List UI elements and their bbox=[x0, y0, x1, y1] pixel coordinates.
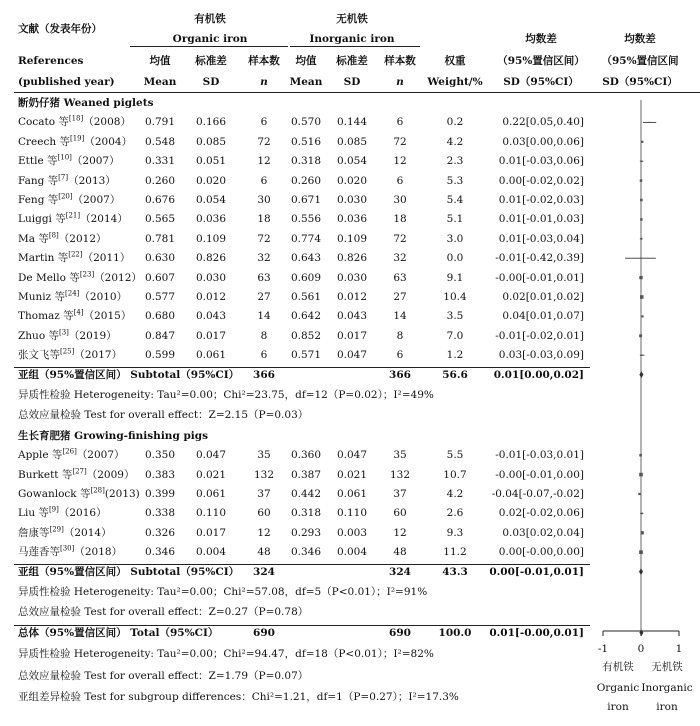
study-ref: [24] bbox=[65, 289, 80, 298]
organic-sd: 0.030 bbox=[195, 271, 227, 284]
organic-sd: 0.004 bbox=[195, 546, 227, 559]
study-year: （2013） bbox=[68, 174, 116, 187]
organic-mean: 0.565 bbox=[144, 213, 176, 226]
header-sd2-en: SD bbox=[343, 76, 361, 88]
subtotal-label: 亚组（95%置信区间） Subtotal（95%CI） bbox=[18, 368, 240, 381]
study-year: （2008） bbox=[83, 116, 131, 129]
header-study-en: References bbox=[18, 55, 84, 67]
study-year: （2012） bbox=[94, 271, 142, 284]
study-year: （2015） bbox=[83, 310, 132, 323]
mean-difference-ci: 0.01[-0.02,0.03] bbox=[498, 194, 584, 206]
inorganic-sd: 0.110 bbox=[336, 507, 368, 520]
effect-point bbox=[640, 218, 642, 220]
axis-tick-label: 1 bbox=[675, 643, 683, 655]
header-n2-cn: 样本数 bbox=[384, 55, 416, 67]
weight: 5.3 bbox=[446, 174, 464, 187]
study-ref: [19] bbox=[69, 134, 85, 143]
header-sd1-cn: 标准差 bbox=[195, 55, 227, 67]
header-sd2-cn: 标准差 bbox=[336, 55, 368, 67]
study-author: Liu 等 bbox=[18, 507, 49, 520]
organic-sd: 0.012 bbox=[195, 291, 227, 303]
effect-point bbox=[640, 258, 641, 259]
study-year: （2016） bbox=[58, 507, 107, 520]
header-plot-cn: 均数差 bbox=[624, 33, 656, 45]
organic-mean: 0.630 bbox=[144, 252, 176, 265]
mean-difference-ci: 0.00[-0.00,0.00] bbox=[498, 546, 584, 559]
organic-sd: 0.826 bbox=[195, 252, 227, 265]
total-heterogeneity-test: 异质性检验 Heterogeneity: Tau²=0.00；Chi²=94.47，df=18（P<0.01）；I²=82% bbox=[18, 648, 434, 661]
study-ref: [3] bbox=[58, 328, 69, 337]
organic-n: 18 bbox=[257, 213, 271, 226]
organic-n: 12 bbox=[257, 526, 271, 539]
organic-mean: 0.599 bbox=[144, 349, 176, 362]
weight: 2.3 bbox=[446, 155, 464, 168]
total-ci: 0.01[-0.00,0.01] bbox=[489, 626, 584, 639]
summary-diamond bbox=[639, 629, 643, 636]
weight: 9.1 bbox=[446, 271, 464, 284]
inorganic-n: 8 bbox=[396, 329, 404, 342]
organic-mean: 0.326 bbox=[144, 526, 176, 539]
weight: 1.2 bbox=[446, 349, 464, 362]
study-ref: [28] bbox=[90, 486, 105, 495]
organic-mean: 0.260 bbox=[144, 174, 176, 187]
study-author: Feng 等 bbox=[18, 194, 59, 206]
subgroup-difference-test: 亚组差异检验 Test for subgroup differences：Chi²=1.21，df=1（P=0.27）；I²=17.3% bbox=[18, 691, 459, 703]
study-year: （2007） bbox=[72, 194, 121, 206]
effect-point bbox=[639, 454, 642, 457]
study-ref: [20] bbox=[58, 192, 73, 201]
organic-mean: 0.781 bbox=[144, 232, 176, 245]
study-ref: [23] bbox=[79, 270, 95, 279]
organic-n: 8 bbox=[260, 329, 268, 342]
inorganic-mean: 0.387 bbox=[290, 468, 322, 481]
weight: 4.2 bbox=[446, 488, 464, 500]
inorganic-mean: 0.318 bbox=[290, 155, 322, 168]
inorganic-mean: 0.609 bbox=[290, 271, 322, 284]
organic-mean: 0.338 bbox=[144, 507, 176, 520]
organic-mean: 0.607 bbox=[144, 271, 176, 284]
inorganic-mean: 0.571 bbox=[290, 349, 322, 362]
inorganic-mean: 0.570 bbox=[290, 116, 322, 129]
overall-effect-test: 总效应量检验 Test for overall effect：Z=0.27（P=0.78） bbox=[18, 606, 309, 619]
total-weight: 100.0 bbox=[438, 626, 472, 639]
heterogeneity-test: 异质性检验 Heterogeneity: Tau²=0.00；Chi²=57.08，df=5（P<0.01）；I²=91% bbox=[18, 586, 428, 598]
organic-n: 32 bbox=[257, 252, 271, 265]
inorganic-sd: 0.826 bbox=[336, 252, 368, 265]
mean-difference-ci: 0.02[0.01,0.02] bbox=[502, 291, 584, 303]
weight: 7.0 bbox=[446, 329, 464, 342]
weight: 9.3 bbox=[446, 526, 464, 539]
study-author: Zhuo 等 bbox=[18, 329, 59, 342]
header-weight-cn: 权重 bbox=[444, 55, 466, 67]
inorganic-mean: 0.671 bbox=[290, 194, 322, 206]
organic-sd: 0.109 bbox=[195, 232, 227, 245]
inorganic-sd: 0.004 bbox=[336, 546, 368, 559]
inorganic-mean: 0.346 bbox=[290, 546, 322, 559]
study-ref: [26] bbox=[62, 447, 77, 456]
organic-mean: 0.847 bbox=[144, 329, 176, 342]
organic-mean: 0.680 bbox=[144, 310, 176, 323]
header-plot-en: SD（95%CI） bbox=[602, 76, 678, 88]
organic-mean: 0.331 bbox=[144, 155, 176, 168]
mean-difference-ci: -0.01[-0.03,0.01] bbox=[495, 449, 584, 462]
study-author: Burkett 等 bbox=[18, 468, 73, 481]
study-ref: [30] bbox=[60, 544, 75, 553]
mean-difference-ci: 0.03[0.02,0.04] bbox=[502, 526, 584, 539]
inorganic-n: 63 bbox=[393, 271, 407, 284]
effect-point bbox=[640, 238, 642, 240]
inorganic-sd: 0.085 bbox=[336, 135, 368, 148]
study-author: 马莲香等 bbox=[18, 546, 60, 559]
mean-difference-ci: 0.03[-0.03,0.09] bbox=[498, 349, 584, 362]
header-inorganic-cn: 无机铁 bbox=[336, 13, 368, 25]
effect-point bbox=[639, 550, 643, 554]
organic-mean: 0.350 bbox=[144, 449, 176, 462]
total-n1: 690 bbox=[253, 626, 275, 639]
effect-point bbox=[640, 199, 643, 202]
weight: 10.4 bbox=[443, 291, 467, 303]
organic-sd: 0.021 bbox=[195, 468, 227, 481]
effect-point bbox=[640, 531, 643, 534]
study-year: （2014） bbox=[80, 213, 128, 226]
study-year: （2007） bbox=[76, 449, 125, 462]
subtotal-ci: 0.01[0.00,0.02] bbox=[493, 368, 584, 381]
header-mean1-cn: 均值 bbox=[149, 55, 171, 67]
study-author: Fang 等 bbox=[18, 174, 59, 187]
inorganic-sd: 0.036 bbox=[336, 213, 368, 226]
inorganic-n: 14 bbox=[393, 310, 407, 323]
organic-n: 30 bbox=[257, 194, 271, 206]
organic-n: 14 bbox=[257, 310, 271, 323]
inorganic-n: 6 bbox=[396, 174, 404, 187]
organic-sd: 0.110 bbox=[195, 507, 227, 520]
header-plot-ci-cn: （95%置信区间 bbox=[601, 55, 679, 67]
subtotal-n1: 324 bbox=[253, 565, 275, 578]
inorganic-n: 35 bbox=[393, 449, 407, 462]
study-ref: [27] bbox=[72, 467, 87, 476]
heterogeneity-test: 异质性检验 Heterogeneity: Tau²=0.00；Chi²=23.75，df=12（P=0.02）；I²=49% bbox=[18, 389, 434, 401]
organic-n: 6 bbox=[260, 116, 268, 129]
inorganic-n: 12 bbox=[393, 526, 407, 539]
inorganic-n: 48 bbox=[393, 546, 407, 559]
study-author: 詹康等 bbox=[18, 526, 50, 539]
inorganic-sd: 0.003 bbox=[336, 526, 368, 539]
subtotal-ci: 0.00[-0.01,0.01] bbox=[489, 565, 584, 578]
study-author: Gowanlock 等 bbox=[18, 488, 91, 500]
mean-difference-ci: 0.03[0.00,0.06] bbox=[502, 135, 584, 148]
organic-mean: 0.548 bbox=[144, 135, 176, 148]
mean-difference-ci: -0.04[-0.07,-0.02] bbox=[491, 488, 584, 500]
study-author: Ettle 等 bbox=[18, 155, 58, 168]
study-ref: [21] bbox=[65, 211, 81, 220]
inorganic-sd: 0.109 bbox=[336, 232, 368, 245]
organic-n: 132 bbox=[253, 468, 275, 481]
inorganic-mean: 0.318 bbox=[290, 507, 322, 520]
study-author: Apple 等 bbox=[18, 449, 63, 462]
organic-n: 27 bbox=[257, 291, 271, 303]
header-study-cn: 文献（发表年份） bbox=[18, 23, 102, 35]
organic-n: 72 bbox=[257, 135, 271, 148]
subtotal-n1: 366 bbox=[253, 368, 275, 381]
study-author: 张文飞等 bbox=[18, 349, 60, 362]
organic-mean: 0.346 bbox=[144, 546, 176, 559]
study-ref: [18] bbox=[68, 114, 84, 123]
inorganic-mean: 0.360 bbox=[290, 449, 322, 462]
organic-n: 63 bbox=[257, 271, 271, 284]
mean-difference-ci: 0.01[-0.01,0.03] bbox=[498, 213, 584, 226]
effect-point bbox=[640, 179, 643, 182]
summary-diamond bbox=[639, 568, 643, 575]
inorganic-n: 6 bbox=[396, 349, 404, 362]
header-organic-cn: 有机铁 bbox=[194, 13, 226, 25]
weight: 3.5 bbox=[446, 310, 464, 323]
study-year: （2018） bbox=[74, 546, 123, 559]
header-sd1-en: SD bbox=[202, 76, 220, 88]
summary-diamond bbox=[639, 371, 643, 378]
inorganic-sd: 0.012 bbox=[336, 291, 368, 303]
inorganic-mean: 0.774 bbox=[290, 232, 322, 245]
effect-point bbox=[639, 473, 643, 477]
study-ref: [22] bbox=[68, 250, 83, 259]
subtotal-n2: 324 bbox=[389, 565, 411, 578]
study-year: （2009） bbox=[86, 468, 135, 481]
mean-difference-ci: 0.01[-0.03,0.06] bbox=[498, 155, 584, 168]
header-n2-en: n bbox=[396, 76, 404, 88]
study-author: Thomaz 等 bbox=[18, 310, 74, 323]
study-ref: [8] bbox=[48, 231, 59, 240]
effect-point bbox=[641, 513, 643, 515]
axis-tick-label: -1 bbox=[597, 643, 609, 655]
inorganic-mean: 0.516 bbox=[290, 135, 322, 148]
organic-sd: 0.054 bbox=[195, 194, 227, 206]
study-year: (2013) bbox=[104, 488, 140, 500]
organic-n: 72 bbox=[257, 232, 271, 245]
study-year: （2012） bbox=[58, 232, 107, 245]
header-md-cn: 均数差 bbox=[525, 33, 557, 45]
overall-effect-test: 总效应量检验 Test for overall effect：Z=2.15（P=0.03） bbox=[18, 409, 309, 422]
total-label: 总体（95%置信区间） Total（95%CI） bbox=[18, 626, 219, 639]
organic-sd: 0.017 bbox=[195, 329, 227, 342]
weight: 11.2 bbox=[443, 546, 467, 559]
study-ref: [10] bbox=[57, 153, 72, 162]
organic-n: 37 bbox=[257, 488, 271, 500]
inorganic-mean: 0.293 bbox=[290, 526, 322, 539]
organic-n: 60 bbox=[257, 507, 271, 520]
subtotal-weight: 56.6 bbox=[442, 368, 468, 381]
weight: 10.7 bbox=[443, 468, 467, 481]
organic-n: 6 bbox=[260, 174, 268, 187]
organic-sd: 0.047 bbox=[195, 449, 227, 462]
study-year: （2017） bbox=[74, 349, 123, 362]
study-author: Cocato 等 bbox=[18, 116, 69, 129]
mean-difference-ci: -0.00[-0.01,0.00] bbox=[495, 468, 584, 481]
inorganic-sd: 0.030 bbox=[336, 271, 368, 284]
weight: 0.0 bbox=[446, 252, 464, 265]
study-author: De Mello 等 bbox=[18, 271, 80, 284]
header-weight-en: Weight/% bbox=[427, 76, 483, 88]
weight: 5.5 bbox=[446, 449, 464, 462]
study-ref: [4] bbox=[73, 308, 84, 317]
study-year: （2011） bbox=[82, 252, 131, 265]
organic-sd: 0.036 bbox=[195, 213, 227, 226]
total-overall-effect-test: 总效应量检验 Test for overall effect：Z=1.79（P=0.07） bbox=[18, 669, 309, 682]
weight: 2.6 bbox=[446, 507, 464, 520]
mean-difference-ci: 0.22[0.05,0.40] bbox=[502, 116, 584, 129]
inorganic-n: 32 bbox=[393, 252, 407, 265]
effect-point bbox=[641, 315, 643, 317]
inorganic-sd: 0.043 bbox=[336, 310, 368, 323]
inorganic-n: 30 bbox=[393, 194, 407, 206]
organic-n: 6 bbox=[260, 349, 268, 362]
inorganic-mean: 0.556 bbox=[290, 213, 322, 226]
header-n1-cn: 样本数 bbox=[248, 55, 280, 67]
axis-tick-label: 0 bbox=[637, 643, 645, 655]
axis-right-en2: iron bbox=[656, 701, 678, 713]
organic-sd: 0.061 bbox=[195, 349, 227, 362]
header-mean2-en: Mean bbox=[289, 76, 323, 88]
mean-difference-ci: 0.00[-0.02,0.02] bbox=[498, 174, 584, 187]
inorganic-n: 18 bbox=[393, 213, 407, 226]
organic-sd: 0.061 bbox=[195, 488, 227, 500]
effect-point bbox=[642, 355, 643, 356]
study-year: （2010） bbox=[79, 291, 128, 303]
mean-difference-ci: 0.01[-0.03,0.04] bbox=[498, 232, 584, 245]
axis-left-en1: Organic bbox=[596, 682, 640, 694]
mean-difference-ci: -0.01[-0.02,0.01] bbox=[495, 329, 584, 342]
study-author: Creech 等 bbox=[18, 135, 70, 148]
mean-difference-ci: 0.02[-0.02,0.06] bbox=[498, 507, 584, 520]
study-ref: [29] bbox=[49, 525, 64, 534]
inorganic-sd: 0.054 bbox=[336, 155, 368, 168]
header-organic-en: Organic iron bbox=[172, 33, 248, 45]
organic-mean: 0.383 bbox=[144, 468, 176, 481]
axis-left-cn: 有机铁 bbox=[602, 661, 634, 673]
organic-sd: 0.051 bbox=[195, 155, 227, 168]
effect-point bbox=[649, 122, 650, 123]
inorganic-sd: 0.144 bbox=[336, 116, 368, 129]
organic-mean: 0.577 bbox=[144, 291, 176, 303]
study-ref: [25] bbox=[60, 347, 75, 356]
header-md-ci-cn: （95%置信区间） bbox=[497, 55, 585, 67]
axis-right-cn: 无机铁 bbox=[651, 661, 683, 673]
inorganic-mean: 0.561 bbox=[290, 291, 322, 303]
subtotal-n2: 366 bbox=[389, 368, 411, 381]
study-year: （2004） bbox=[84, 135, 133, 148]
inorganic-mean: 0.852 bbox=[290, 329, 322, 342]
organic-n: 35 bbox=[257, 449, 271, 462]
header-study-en2: (published year) bbox=[18, 76, 115, 88]
inorganic-n: 12 bbox=[393, 155, 407, 168]
effect-point bbox=[640, 295, 644, 299]
inorganic-mean: 0.260 bbox=[290, 174, 322, 187]
header-md-en: SD（95%CI） bbox=[503, 76, 579, 88]
header-n1-en: n bbox=[260, 76, 268, 88]
header-inorganic-en: Inorganic iron bbox=[309, 33, 395, 45]
inorganic-sd: 0.017 bbox=[336, 329, 368, 342]
study-ref: [9] bbox=[48, 505, 59, 514]
subtotal-label: 亚组（95%置信区间） Subtotal（95%CI） bbox=[18, 565, 240, 578]
study-year: （2007） bbox=[71, 155, 120, 168]
total-n2: 690 bbox=[389, 626, 411, 639]
study-author: Martin 等 bbox=[18, 252, 69, 265]
study-author: Luiggi 等 bbox=[18, 213, 66, 226]
study-year: （2014） bbox=[63, 526, 112, 539]
inorganic-n: 60 bbox=[393, 507, 407, 520]
study-year: （2019） bbox=[68, 329, 117, 342]
subtotal-weight: 43.3 bbox=[442, 565, 468, 578]
header-mean2-cn: 均值 bbox=[295, 55, 317, 67]
inorganic-mean: 0.643 bbox=[290, 252, 322, 265]
inorganic-n: 27 bbox=[393, 291, 407, 303]
weight: 4.2 bbox=[446, 135, 464, 148]
mean-difference-ci: -0.00[-0.01,0.01] bbox=[495, 271, 584, 284]
organic-sd: 0.017 bbox=[195, 526, 227, 539]
organic-n: 48 bbox=[257, 546, 271, 559]
inorganic-sd: 0.020 bbox=[336, 174, 368, 187]
organic-mean: 0.676 bbox=[144, 194, 176, 206]
group-title: 生长育肥猪 Growing-finishing pigs bbox=[18, 429, 209, 442]
weight: 0.2 bbox=[446, 116, 464, 129]
organic-n: 12 bbox=[257, 155, 271, 168]
organic-mean: 0.791 bbox=[144, 116, 176, 129]
mean-difference-ci: 0.04[0.01,0.07] bbox=[502, 310, 584, 323]
effect-point bbox=[639, 276, 642, 279]
inorganic-sd: 0.061 bbox=[336, 488, 368, 500]
inorganic-sd: 0.021 bbox=[336, 468, 368, 481]
study-ref: [7] bbox=[58, 173, 69, 182]
inorganic-sd: 0.047 bbox=[336, 449, 368, 462]
axis-right-en1: Inorganic bbox=[641, 682, 693, 694]
organic-sd: 0.166 bbox=[195, 116, 227, 129]
header-mean1-en: Mean bbox=[143, 76, 177, 88]
inorganic-n: 37 bbox=[393, 488, 407, 500]
inorganic-mean: 0.642 bbox=[290, 310, 322, 323]
weight: 5.4 bbox=[446, 194, 464, 206]
organic-sd: 0.020 bbox=[195, 174, 227, 187]
inorganic-n: 6 bbox=[396, 116, 404, 129]
inorganic-mean: 0.442 bbox=[290, 488, 322, 500]
inorganic-n: 72 bbox=[393, 232, 407, 245]
weight: 5.1 bbox=[446, 213, 464, 226]
mean-difference-ci: -0.01[-0.42,0.39] bbox=[495, 252, 584, 265]
organic-sd: 0.043 bbox=[195, 310, 227, 323]
effect-point bbox=[641, 160, 643, 162]
effect-point bbox=[638, 493, 640, 495]
study-author: Muniz 等 bbox=[18, 291, 66, 303]
weight: 3.0 bbox=[446, 232, 464, 245]
effect-point bbox=[639, 334, 642, 337]
inorganic-n: 72 bbox=[393, 135, 407, 148]
organic-mean: 0.399 bbox=[144, 488, 176, 500]
group-title: 断奶仔猪 Weaned piglets bbox=[18, 97, 154, 109]
effect-point bbox=[641, 141, 643, 143]
study-author: Ma 等 bbox=[18, 232, 49, 245]
inorganic-sd: 0.047 bbox=[336, 349, 368, 362]
inorganic-sd: 0.030 bbox=[336, 194, 368, 206]
axis-left-en2: iron bbox=[607, 701, 629, 713]
organic-sd: 0.085 bbox=[195, 135, 227, 148]
inorganic-n: 132 bbox=[389, 468, 411, 481]
